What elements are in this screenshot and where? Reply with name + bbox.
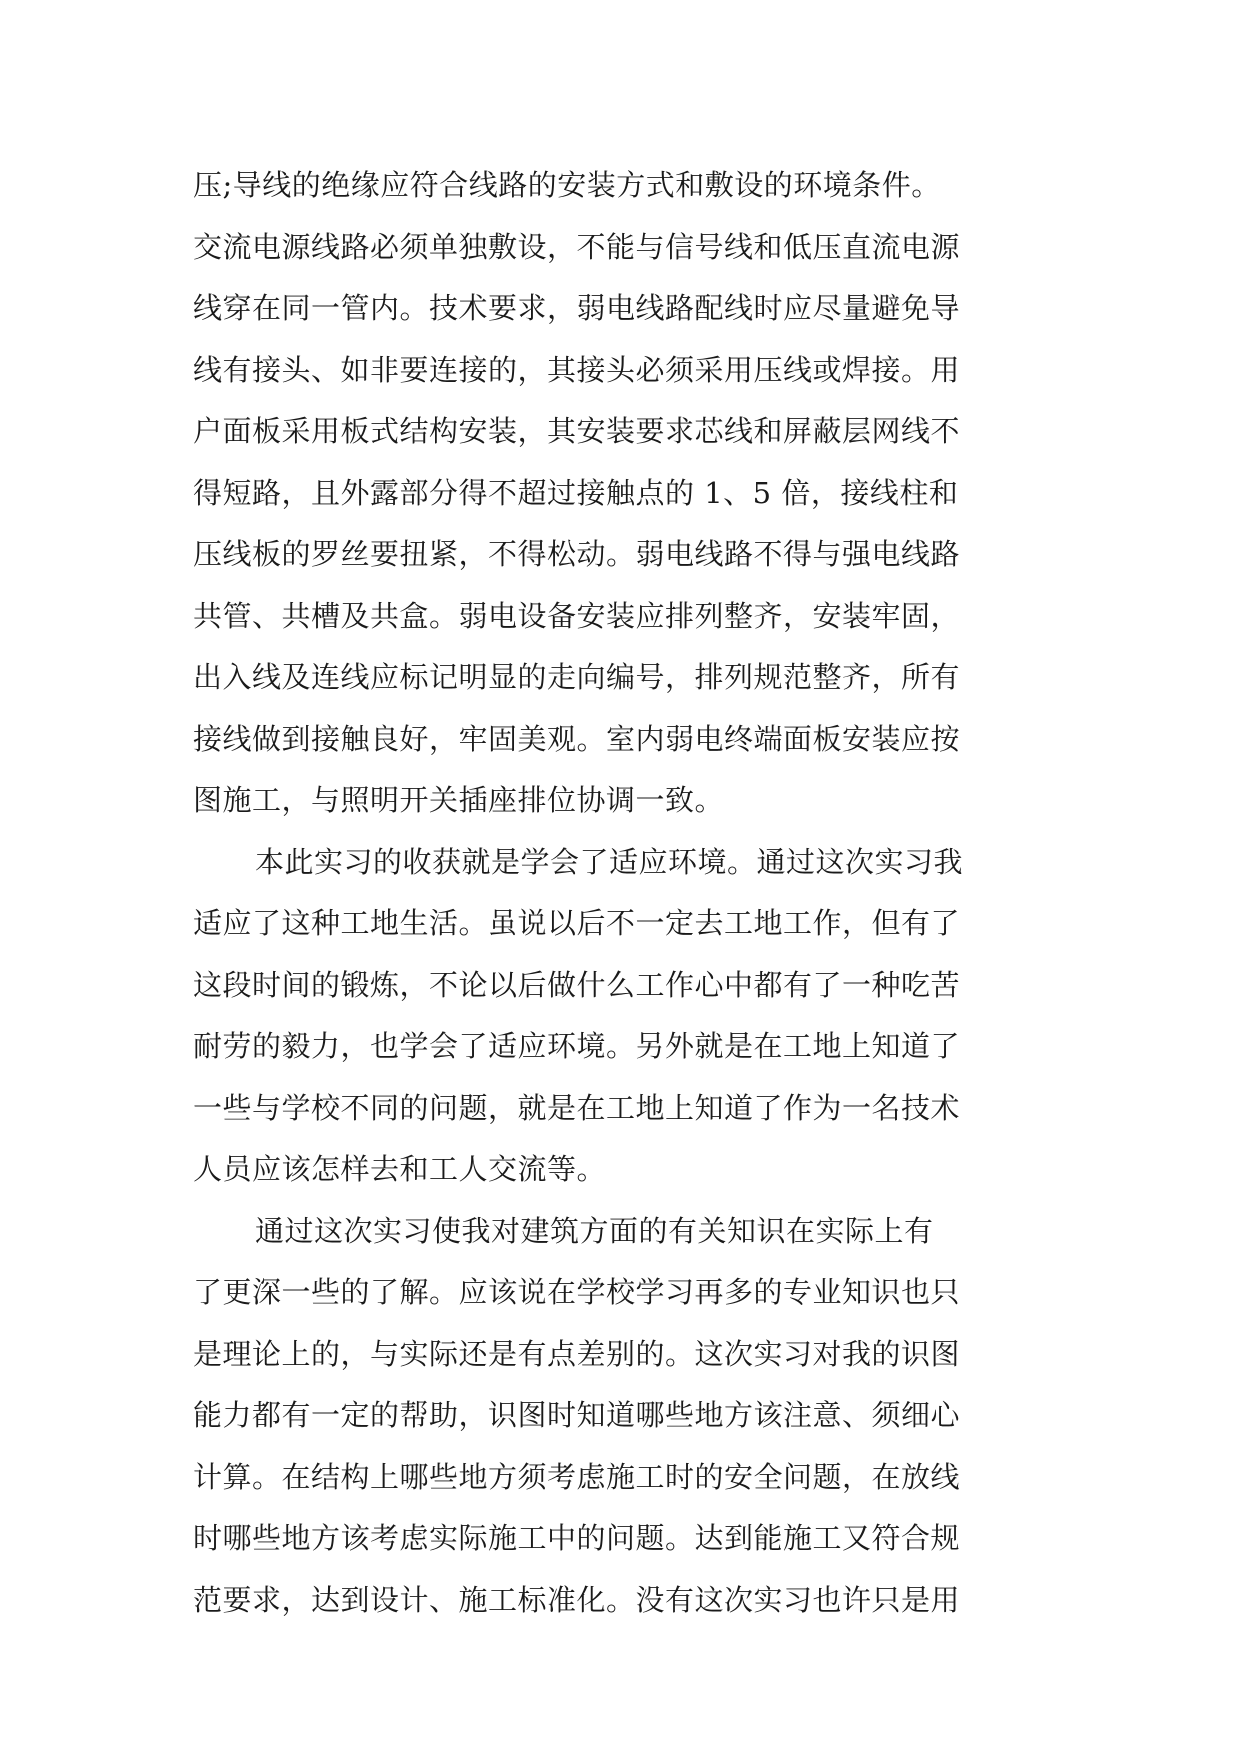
text-line: 本此实习的收获就是学会了适应环境。通过这次实习我 <box>255 844 964 879</box>
paragraph-1 <box>193 155 1053 832</box>
text-line: 这段时间的锻炼，不论以后做什么工作心中都有了一种吃苦 <box>193 967 961 1002</box>
text-line: 计算。在结构上哪些地方须考虑施工时的安全问题，在放线 <box>193 1459 961 1494</box>
paragraph-2 <box>193 832 1053 1201</box>
text-line: 线有接头、如非要连接的，其接头必须采用压线或焊接。用 <box>193 352 961 387</box>
text-line: 了更深一些的了解。应该说在学校学习再多的专业知识也只 <box>193 1275 961 1309</box>
text-line: 得短路，且外露部分得不超过接触点的 1、5 倍，接线柱和 <box>193 475 959 510</box>
text-line: 耐劳的毅力，也学会了适应环境。另外就是在工地上知道了 <box>193 1029 961 1063</box>
text-line: 户面板采用板式结构安装，其安装要求芯线和屏蔽层网线不 <box>193 414 961 448</box>
text-line: 能力都有一定的帮助，识图时知道哪些地方该注意、须细心 <box>193 1398 961 1432</box>
text-line: 压线板的罗丝要扭紧，不得松动。弱电线路不得与强电线路 <box>193 537 961 571</box>
text-line: 人员应该怎样去和工人交流等。 <box>193 1152 607 1186</box>
text-line: 适应了这种工地生活。虽说以后不一定去工地工作，但有了 <box>193 906 961 940</box>
text-line: 交流电源线路必须单独敷设，不能与信号线和低压直流电源 <box>193 229 961 264</box>
text-line: 压;导线的绝缘应符合线路的安装方式和敷设的环境条件。 <box>193 168 941 202</box>
paragraph-3 <box>193 1201 1053 1632</box>
text-line: 线穿在同一管内。技术要求，弱电线路配线时应尽量避免导 <box>193 291 961 325</box>
text-line: 图施工，与照明开关插座排位协调一致。 <box>193 783 725 817</box>
text-line: 是理论上的，与实际还是有点差别的。这次实习对我的识图 <box>193 1336 961 1371</box>
text-line: 范要求，达到设计、施工标准化。没有这次实习也许只是用 <box>193 1582 961 1617</box>
text-line: 共管、共槽及共盒。弱电设备安装应排列整齐，安装牢固， <box>193 598 961 633</box>
text-line: 接线做到接触良好，牢固美观。室内弱电终端面板安装应按 <box>193 721 961 756</box>
text-line: 一些与学校不同的问题，就是在工地上知道了作为一名技术 <box>193 1090 961 1125</box>
text-line: 通过这次实习使我对建筑方面的有关知识在实际上有 <box>255 1213 934 1248</box>
body-text <box>193 155 1053 1631</box>
text-line: 时哪些地方该考虑实际施工中的问题。达到能施工又符合规 <box>193 1521 961 1555</box>
text-line: 出入线及连线应标记明显的走向编号，排列规范整齐，所有 <box>193 660 961 694</box>
